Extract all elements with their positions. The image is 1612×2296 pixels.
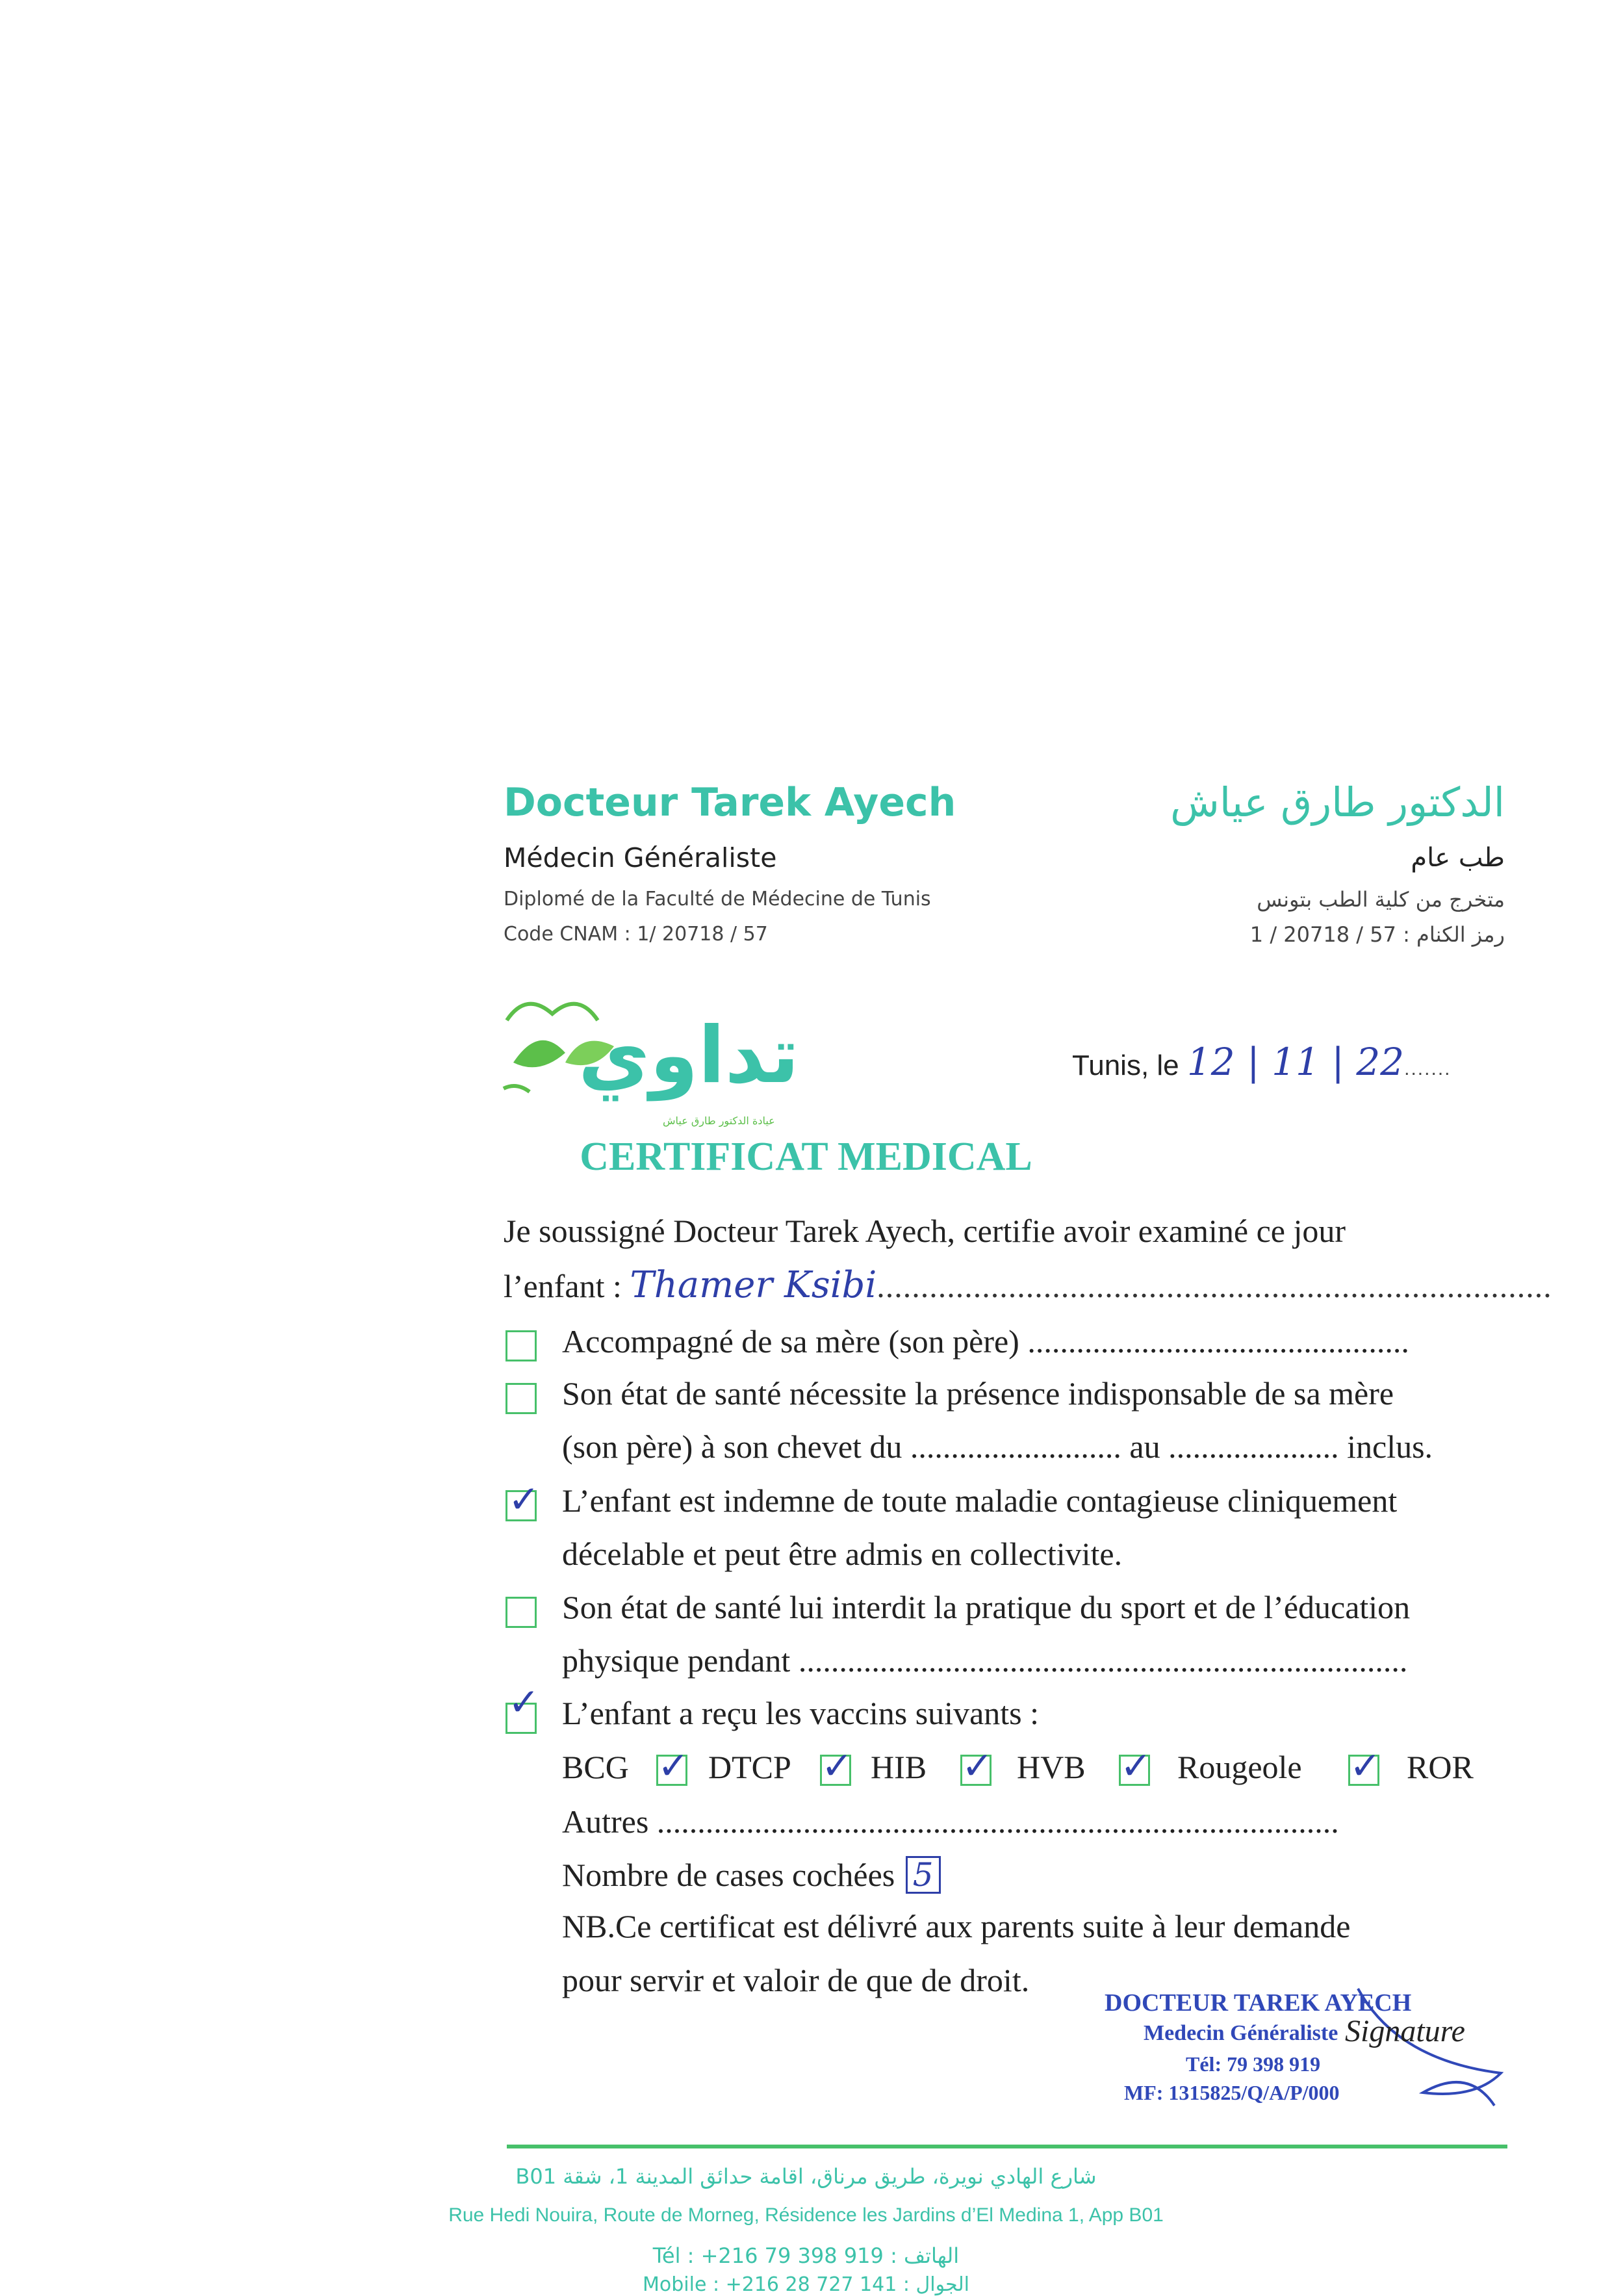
- clinic-logo-subtitle: عيادة الدكتور طارق عياش: [663, 1115, 775, 1127]
- check-mark-icon: ✓: [1350, 1744, 1381, 1788]
- doctor-header-ar: [1050, 777, 1505, 949]
- date-handwritten: 12 | 11 | 22: [1186, 1040, 1405, 1084]
- certificate-title: CERTIFICAT MEDICAL: [580, 1135, 1032, 1179]
- footer-divider: [507, 2145, 1507, 2148]
- option-no-contagious-line2: décelable et peut être admis en collectivite.: [562, 1536, 1123, 1572]
- footer-mobile: Mobile : +216 28 727 141 : الجوال: [643, 2273, 969, 2296]
- checkbox-no-sport[interactable]: [505, 1597, 537, 1628]
- check-mark-icon: ✓: [962, 1744, 993, 1788]
- stamp-line3: Tél: 79 398 919: [1186, 2052, 1321, 2076]
- vaccine-ror-label: ROR: [1407, 1749, 1474, 1785]
- check-mark-icon: ✓: [508, 1477, 540, 1521]
- signature-label: Signature: [1345, 2014, 1465, 2048]
- clinic-logo: [500, 991, 800, 1134]
- check-mark-icon: ✓: [658, 1744, 689, 1788]
- option-no-sport-line2: physique pendant ...........................................................................: [562, 1642, 1408, 1679]
- child-name: Thamer Ksibi: [630, 1264, 877, 1306]
- doctor-cnam-code-ar: [1050, 920, 1505, 949]
- option-parent-presence-line1: Son état de santé nécessite la présence indisponsable de sa mère: [562, 1375, 1394, 1412]
- cnam-label-ar: رمز الكنام :: [1403, 922, 1505, 947]
- check-mark-icon: ✓: [821, 1744, 853, 1788]
- vaccine-hvb-label: HVB: [1017, 1749, 1086, 1785]
- footer-tel: Tél : +216 79 398 919 : الهاتف: [652, 2243, 960, 2268]
- option-vaccines: L’enfant a reçu les vaccins suivants :: [562, 1695, 1040, 1731]
- stamp-line1: DOCTEUR TAREK AYECH: [1105, 1989, 1412, 2017]
- check-mark-icon: ✓: [508, 1680, 540, 1724]
- vaccine-dtcp-label: DTCP: [708, 1749, 791, 1785]
- nb-line1: NB.Ce certificat est délivré aux parents suite à leur demande: [562, 1908, 1351, 1944]
- stamp-line4: MF: 1315825/Q/A/P/000: [1124, 2081, 1340, 2104]
- doctor-specialty: Médecin Généraliste: [504, 842, 777, 873]
- count-line: [562, 1856, 941, 1894]
- option-no-contagious-line1: L’enfant est indemne de toute maladie contagieuse cliniquement: [562, 1482, 1398, 1519]
- place-date: Tunis, le 12 | 11 | 22.......: [1072, 1040, 1452, 1084]
- doctor-name: Docteur Tarek Ayech: [504, 780, 956, 825]
- stamp-line2: Medecin Généraliste: [1144, 2021, 1338, 2045]
- date-prefix: Tunis, le: [1072, 1050, 1179, 1081]
- footer-address-ar: شارع الهادي نويرة، طريق مرناق، اقامة حدائق المدينة 1، شقة B01: [515, 2164, 1097, 2189]
- doctor-name-ar: الدكتور طارق عياش: [1170, 779, 1505, 826]
- intro-line: Je soussigné Docteur Tarek Ayech, certifie avoir examiné ce jour: [504, 1213, 1346, 1249]
- vaccine-rougeole-label: Rougeole: [1177, 1749, 1302, 1785]
- checkbox-accompanied[interactable]: [505, 1330, 537, 1361]
- option-accompanied: Accompagné de sa mère (son père) ...............................................: [562, 1323, 1409, 1360]
- others-line: Autres ....................................................................................: [562, 1803, 1339, 1840]
- doctor-specialty-ar: طب عام: [1411, 843, 1505, 873]
- checkbox-parent-presence[interactable]: [505, 1383, 537, 1414]
- option-parent-presence-line2: (son père) à son chevet du .......................... au ..................... inclus.: [562, 1428, 1433, 1465]
- child-line: l’enfant : Thamer Ksibi.............................................................................: [504, 1264, 1552, 1306]
- nb-line2: pour servir et valoir de que de droit.: [562, 1962, 1030, 1998]
- vaccine-hib-label: HIB: [871, 1749, 927, 1785]
- doctor-cnam-code: Code CNAM : 1/ 20718 / 57: [504, 923, 768, 946]
- footer-address-fr: Rue Hedi Nouira, Route de Morneg, Résidence les Jardins d’El Medina 1, App B01: [448, 2204, 1164, 2226]
- option-no-sport-line1: Son état de santé lui interdit la pratique du sport et de l’éducation: [562, 1589, 1411, 1625]
- count-label: Nombre de cases cochées: [562, 1857, 895, 1893]
- doctor-header-fr: [504, 777, 1023, 949]
- check-mark-icon: ✓: [1120, 1744, 1152, 1788]
- child-label: l’enfant :: [504, 1268, 622, 1304]
- cnam-value-ar: 1 / 20718 / 57: [1249, 922, 1396, 947]
- clinic-logo-text: تداوي: [578, 1011, 800, 1101]
- count-value: 5: [906, 1856, 941, 1894]
- vaccine-bcg-label: BCG: [562, 1749, 629, 1785]
- doctor-diploma: Diplomé de la Faculté de Médecine de Tunis: [504, 888, 931, 910]
- doctor-diploma-ar: متخرج من كلية الطب بتونس: [1257, 887, 1505, 912]
